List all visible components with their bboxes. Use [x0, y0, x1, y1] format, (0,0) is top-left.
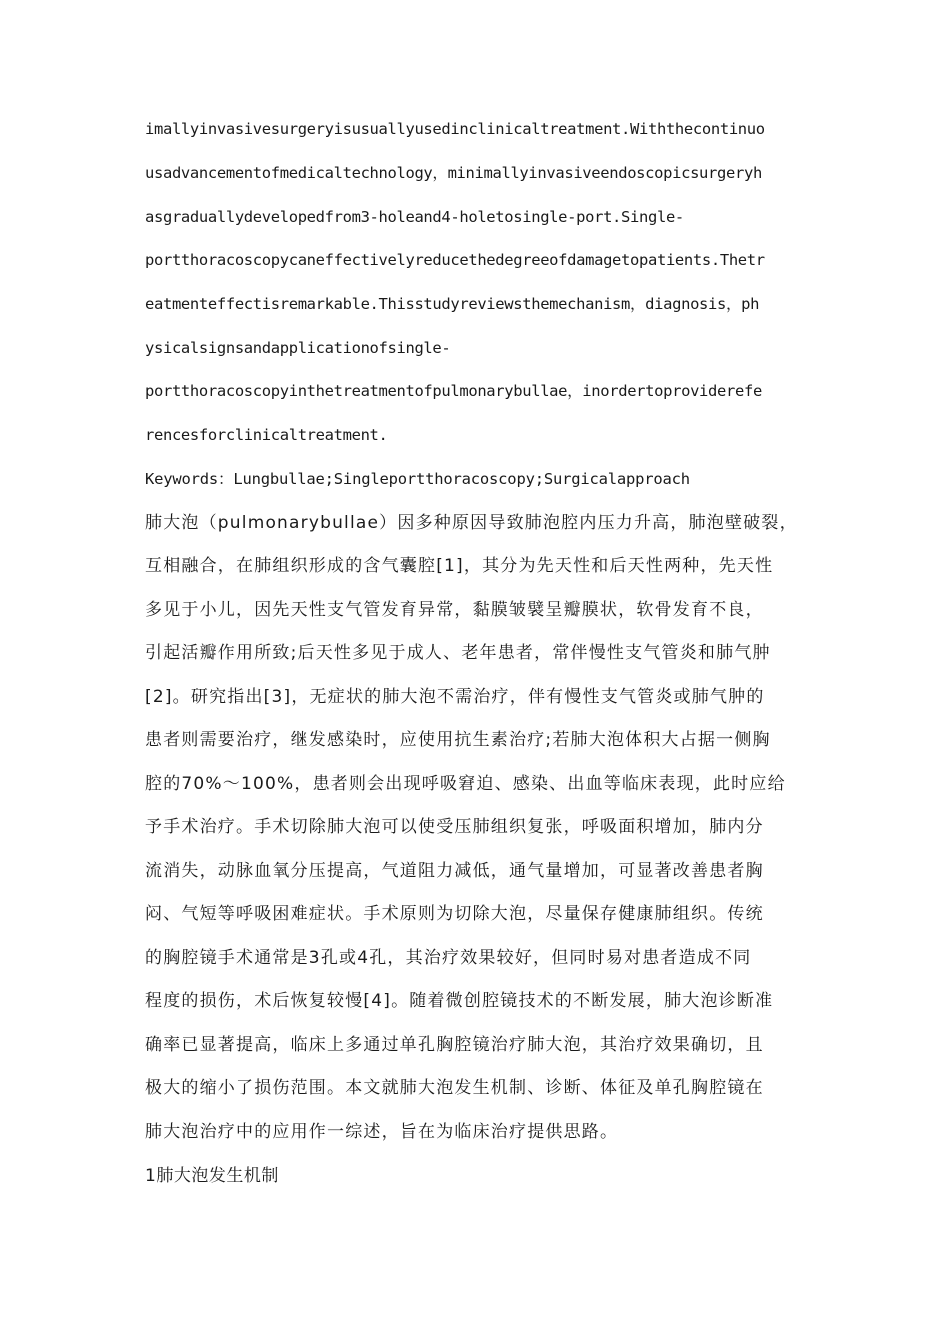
- body-line: 流消失，动脉血氧分压提高，气道阻力减低，通气量增加，可显著改善患者胸: [145, 861, 764, 881]
- body-line: [2]。研究指出[3]，无症状的肺大泡不需治疗，伴有慢性支气管炎或肺气肿的: [145, 687, 765, 707]
- abstract-line: portthoracoscopyinthetreatmentofpulmonarybullae，inordertoproviderefe: [145, 382, 762, 400]
- abstract-line: imallyinvasivesurgeryisusuallyusedinclinicaltreatment.Withthecontinuo: [145, 120, 765, 138]
- body-line: 程度的损伤，术后恢复较慢[4]。随着微创腔镜技术的不断发展，肺大泡诊断准: [145, 991, 774, 1011]
- body-line: 肺大泡治疗中的应用作一综述，旨在为临床治疗提供思路。: [145, 1122, 619, 1142]
- body-line: 患者则需要治疗，继发感染时，应使用抗生素治疗;若肺大泡体积大占据一侧胸: [145, 730, 771, 750]
- body-line: 闷、气短等呼吸困难症状。手术原则为切除大泡，尽量保存健康肺组织。传统: [145, 904, 764, 924]
- body-line: 的胸腔镜手术通常是3孔或4孔，其治疗效果较好，但同时易对患者造成不同: [145, 948, 752, 968]
- body-line: 肺大泡（pulmonarybullae）因多种原因导致肺泡腔内压力升高，肺泡壁破裂，: [145, 513, 798, 533]
- body-line: 多见于小儿，因先天性支气管发育异常，黏膜皱襞呈瓣膜状，软骨发育不良，: [145, 600, 764, 620]
- keywords-line: Keywords：Lungbullae;Singleportthoracoscopy;Surgicalapproach: [145, 470, 690, 488]
- body-line: 腔的70%～100%，患者则会出现呼吸窘迫、感染、出血等临床表现，此时应给: [145, 774, 786, 794]
- body-line: 极大的缩小了损伤范围。本文就肺大泡发生机制、诊断、体征及单孔胸腔镜在: [145, 1078, 764, 1098]
- abstract-line: asgraduallydevelopedfrom3-holeand4-holetosingle-port.Single-: [145, 208, 684, 226]
- section-heading: 1肺大泡发生机制: [145, 1166, 279, 1186]
- body-line: 予手术治疗。手术切除肺大泡可以使受压肺组织复张，呼吸面积增加，肺内分: [145, 817, 764, 837]
- body-line: 互相融合，在肺组织形成的含气囊腔[1]，其分为先天性和后天性两种，先天性: [145, 556, 774, 576]
- body-line: 引起活瓣作用所致;后天性多见于成人、老年患者，常伴慢性支气管炎和肺气肿: [145, 643, 771, 663]
- body-line: 确率已显著提高，临床上多通过单孔胸腔镜治疗肺大泡，其治疗效果确切，且: [145, 1035, 764, 1055]
- abstract-line: ysicalsignsandapplicationofsingle-: [145, 339, 451, 357]
- abstract-line: usadvancementofmedicaltechnology，minimallyinvasiveendoscopicsurgeryh: [145, 164, 762, 182]
- abstract-line: eatmenteffectisremarkable.Thisstudyreviewsthemechanism，diagnosis，ph: [145, 295, 760, 313]
- abstract-line: rencesforclinicaltreatment.: [145, 426, 388, 444]
- abstract-line: portthoracoscopycaneffectivelyreducethedegreeofdamagetopatients.Thetr: [145, 251, 765, 269]
